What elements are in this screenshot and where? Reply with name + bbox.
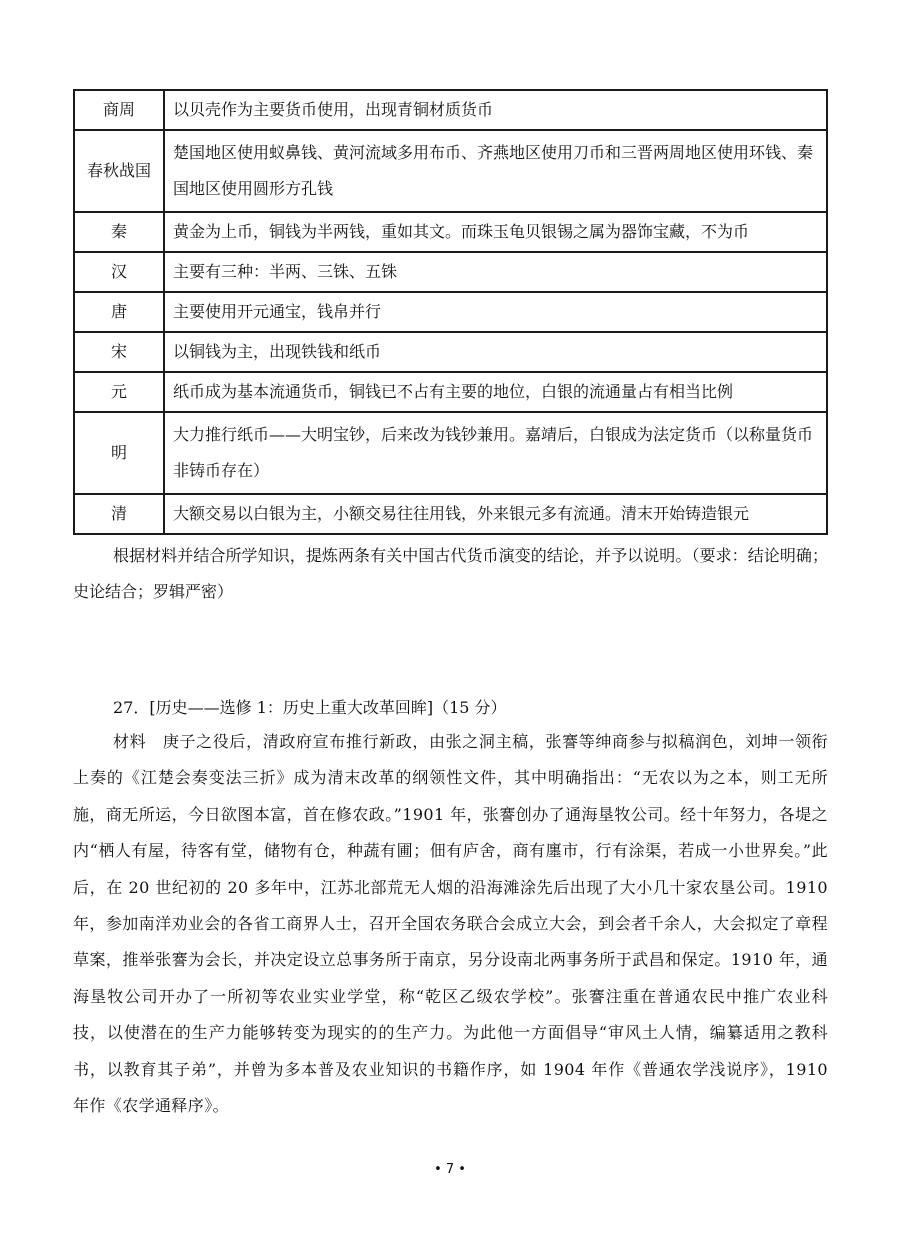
table-row bbox=[74, 90, 827, 130]
question-27-material: 材料 庚子之役后，清政府宣布推行新政，由张之洞主稿，张謇等绅商参与拟稿润色，刘坤一领衔上奏的《江楚会奏变法三折》成为清末改革的纲领性文件，其中明确指出：“无农以为之本，则工无所施，商无所运，今日欲图本富，首在修农政。”1901 年，张謇创办了通海垦牧公司。经十年努力，各堤之内“栖人有屋，待客有堂，储物有仓，种蔬有圃；佃有庐舍，商有廛市，行有涂渠，若成一小世界矣。”此后，在 20 世纪初的 20 多年中，江苏北部荒无人烟的沿海滩涂先后出现了大小几十家农垦公司。1910 年，参加南洋劝业会的各省工商界人士，召开全国农务联合会成立大会，到会者千余人，大会拟定了章程草案，推举张謇为会长，并决定设立总事务所于南京，另分设南北两事务所于武昌和保定。1910 年，通海垦牧公司开办了一所初等农业实业学堂，称“乾区乙级农学校”。张謇注重在普通农民中推广农业科技，以使潜在的生产力能够转变为现实的的生产力。为此他一方面倡导“审风土人情，编纂适用之教科书，以教育其子弟”，并曾为多本普及农业知识的书籍作序，如 1904 年作《普通农学浅说序》，1910 年作《农学通释序》。 bbox=[73, 732, 828, 1116]
description-cell: 楚国地区使用蚁鼻钱、黄河流域多用布币、齐燕地区使用刀币和三晋两周地区使用环钱、秦国地区使用圆形方孔钱 bbox=[164, 130, 827, 212]
era-cell: 汉 bbox=[74, 252, 164, 292]
era-cell: 秦 bbox=[74, 212, 164, 252]
question-27-heading: 27．[历史——选修 1：历史上重大改革回眸]（15 分） bbox=[113, 698, 507, 717]
page-number: • 7 • bbox=[434, 1162, 466, 1177]
description-cell: 黄金为上币，铜钱为半两钱，重如其文。而珠玉龟贝银锡之属为器饰宝藏，不为币 bbox=[164, 212, 827, 252]
era-cell: 唐 bbox=[74, 292, 164, 332]
table-row bbox=[74, 292, 827, 332]
era-cell: 春秋战国 bbox=[74, 130, 164, 212]
table-row bbox=[74, 332, 827, 372]
description-cell: 纸币成为基本流通货币，铜钱已不占有主要的地位，白银的流通量占有相当比例 bbox=[164, 372, 827, 412]
table-row bbox=[74, 412, 827, 494]
question-26-prompt: 根据材料并结合所学知识，提炼两条有关中国古代货币演变的结论，并予以说明。（要求：结论明确；史论结合；罗辑严密） bbox=[73, 546, 828, 601]
era-cell: 明 bbox=[74, 412, 164, 494]
era-cell: 清 bbox=[74, 494, 164, 534]
description-cell: 以铜钱为主，出现铁钱和纸币 bbox=[164, 332, 827, 372]
table-row bbox=[74, 212, 827, 252]
description-cell: 主要使用开元通宝，钱帛并行 bbox=[164, 292, 827, 332]
description-cell: 以贝壳作为主要货币使用，出现青铜材质货币 bbox=[164, 90, 827, 130]
era-cell: 元 bbox=[74, 372, 164, 412]
table-row bbox=[74, 252, 827, 292]
table-row bbox=[74, 494, 827, 534]
table-row bbox=[74, 372, 827, 412]
table-row bbox=[74, 130, 827, 212]
era-cell: 宋 bbox=[74, 332, 164, 372]
era-cell: 商周 bbox=[74, 90, 164, 130]
description-cell: 大额交易以白银为主，小额交易往往用钱，外来银元多有流通。清末开始铸造银元 bbox=[164, 494, 827, 534]
description-cell: 主要有三种：半两、三铢、五铢 bbox=[164, 252, 827, 292]
description-cell: 大力推行纸币——大明宝钞，后来改为钱钞兼用。嘉靖后，白银成为法定货币（以称量货币非铸币存在） bbox=[164, 412, 827, 494]
currency-history-table bbox=[73, 89, 828, 535]
